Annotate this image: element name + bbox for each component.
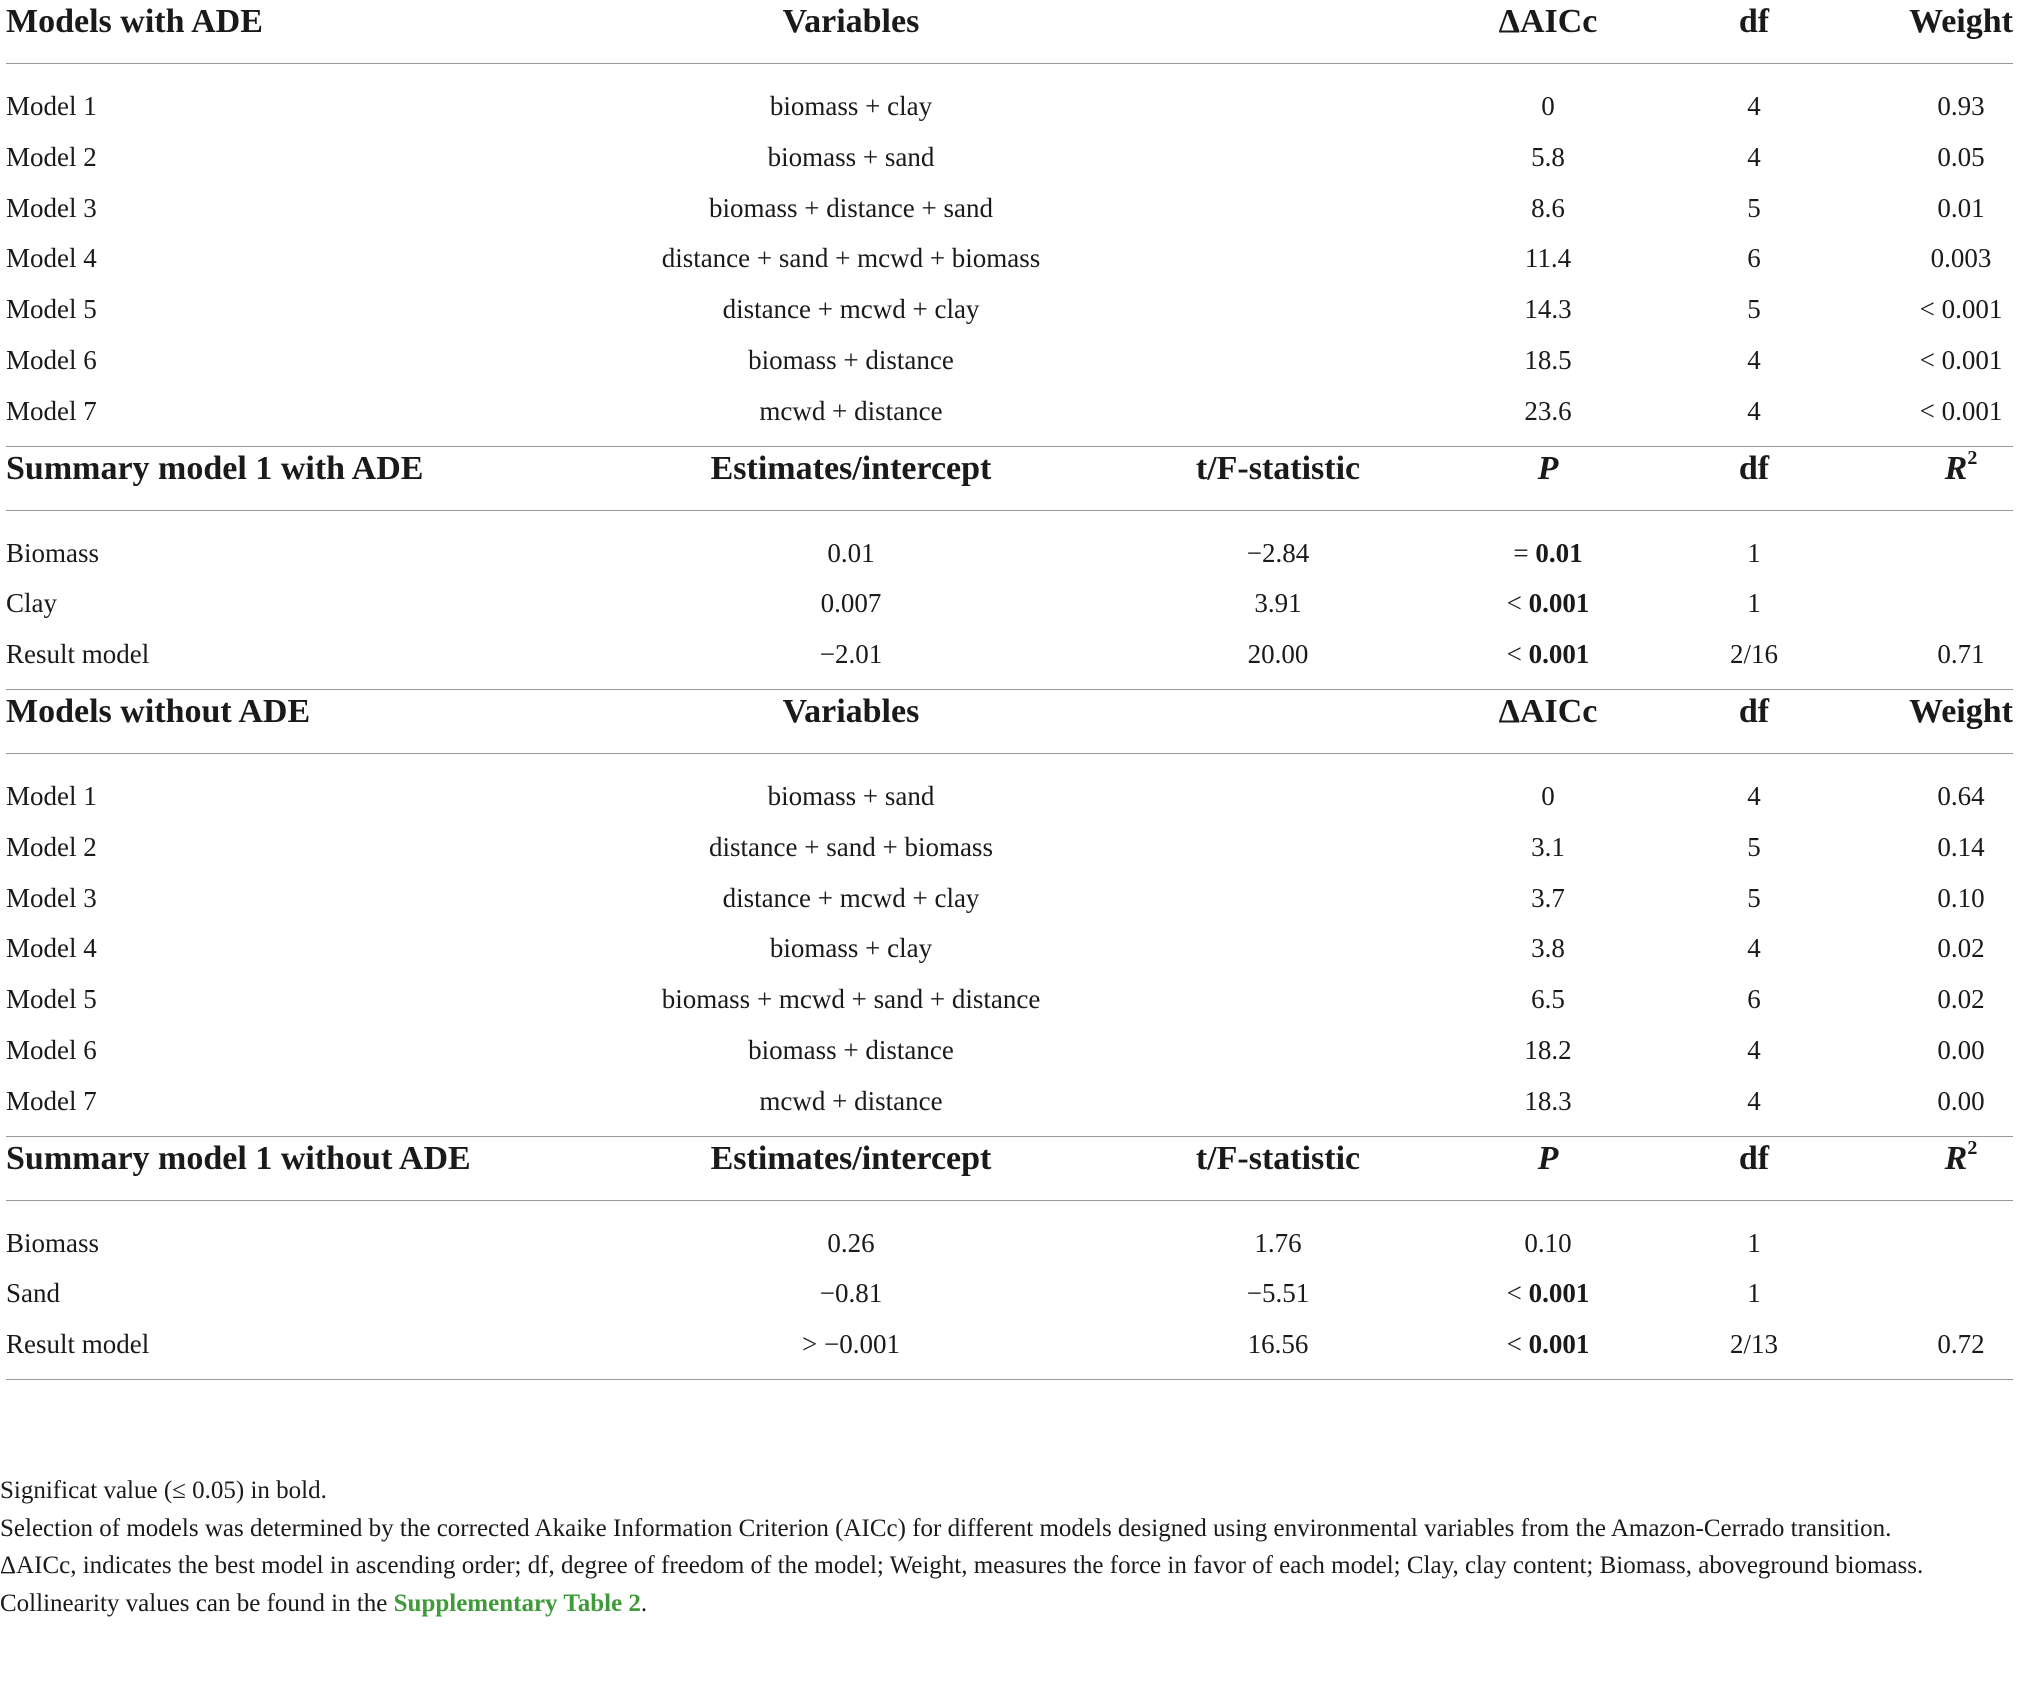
table-row [6, 923, 2013, 974]
p-value: < 0.001 [1506, 1329, 1590, 1360]
model-variables: mcwd + distance [759, 1085, 943, 1116]
delta-aicc-value: 0 [1541, 780, 1555, 811]
table-row [6, 386, 2013, 437]
model-variables: biomass + distance [748, 1034, 954, 1065]
model-name: Model 7 [6, 395, 97, 426]
models-without-ade-rows [6, 754, 2013, 1137]
df-value: 5 [1747, 882, 1761, 913]
model-variables: biomass + sand [767, 780, 935, 811]
df-value: 1 [1747, 537, 1761, 568]
header-models-with-ade: Models with ADE [6, 3, 263, 40]
header-models-without-ade: Models without ADE [6, 692, 311, 730]
p-value: < 0.001 [1506, 588, 1590, 619]
model-name: Model 6 [6, 344, 97, 375]
footnote-significance: Significat value (≤ 0.05) in bold. [0, 1477, 327, 1504]
df-value: 4 [1747, 141, 1761, 172]
df-value: 4 [1747, 344, 1761, 375]
summary-with-ade-section [6, 447, 2013, 690]
statistic-value: −5.51 [1246, 1278, 1310, 1309]
header-variables: Variables [782, 692, 920, 730]
model-name: Model 1 [6, 91, 97, 121]
df-value: 4 [1747, 1085, 1761, 1116]
table-row [6, 974, 2013, 1025]
term-name: Clay [6, 588, 57, 619]
estimate-value: > −0.001 [802, 1329, 900, 1360]
df-value: 2/13 [1729, 1329, 1779, 1360]
header-df: df [1738, 449, 1770, 487]
weight-value: 0.00 [1937, 1034, 1985, 1065]
df-value: 2/16 [1729, 639, 1779, 670]
delta-aicc-value: 3.7 [1531, 882, 1565, 913]
term-name: Sand [6, 1278, 60, 1309]
df-value: 6 [1747, 243, 1761, 274]
header-statistic: t/F-statistic [1195, 449, 1361, 487]
weight-value: 0.01 [1937, 192, 1985, 223]
statistic-value: 16.56 [1247, 1329, 1309, 1360]
model-name: Model 3 [6, 192, 97, 223]
summary-without-ade-rows [6, 1201, 2013, 1380]
p-value: 0.10 [1524, 1227, 1572, 1258]
model-name: Model 1 [6, 780, 97, 811]
table-row [6, 183, 2013, 234]
table-row [6, 233, 2013, 284]
delta-aicc-value: 8.6 [1531, 192, 1565, 223]
delta-aicc-value: 6.5 [1531, 984, 1565, 1015]
weight-value: < 0.001 [1919, 395, 2003, 426]
p-value: < 0.001 [1506, 1278, 1590, 1309]
weight-value: 0.003 [1930, 243, 1992, 274]
header-estimates: Estimates/intercept [710, 449, 992, 487]
delta-aicc-value: 18.3 [1524, 1085, 1572, 1116]
results-table [6, 0, 2013, 1380]
model-name: Model 5 [6, 984, 97, 1015]
model-name: Model 4 [6, 243, 97, 274]
table-row [6, 629, 2013, 680]
model-name: Model 5 [6, 294, 97, 325]
table-row [6, 284, 2013, 335]
df-value: 4 [1747, 91, 1761, 121]
summary-without-ade-header [6, 1137, 2013, 1201]
weight-value: < 0.001 [1919, 294, 2003, 325]
table-row [6, 873, 2013, 924]
term-name: Biomass [6, 1227, 100, 1258]
header-p: P [1537, 449, 1559, 487]
delta-aicc-value: 0 [1541, 91, 1555, 121]
model-variables: mcwd + distance [759, 395, 943, 426]
estimate-value: 0.01 [827, 537, 875, 568]
weight-value: 0.02 [1937, 984, 1985, 1015]
table-row [6, 1268, 2013, 1319]
header-statistic: t/F-statistic [1195, 1139, 1361, 1177]
weight-value: 0.64 [1937, 780, 1985, 811]
header-delta-aicc: ΔAICc [1498, 692, 1598, 730]
model-variables: distance + sand + biomass [709, 831, 993, 862]
estimate-value: −0.81 [819, 1278, 883, 1309]
header-delta-aicc: ΔAICc [1498, 3, 1598, 40]
header-variables: Variables [782, 3, 920, 40]
table-row [6, 528, 2013, 579]
header-summary-with-ade: Summary model 1 with ADE [6, 449, 424, 487]
df-value: 4 [1747, 933, 1761, 964]
weight-value: 0.10 [1937, 882, 1985, 913]
header-r2: $R^2$ [1944, 1137, 1978, 1177]
delta-aicc-value: 3.1 [1531, 831, 1565, 862]
statistic-value: 1.76 [1254, 1227, 1302, 1258]
df-value: 4 [1747, 395, 1761, 426]
df-value: 5 [1747, 192, 1761, 223]
table-row [6, 335, 2013, 386]
r2-value: 0.71 [1937, 639, 1985, 670]
table-row [6, 822, 2013, 873]
statistic-value: 3.91 [1254, 588, 1302, 619]
statistic-value: 20.00 [1247, 639, 1309, 670]
model-variables: distance + sand + mcwd + biomass [661, 243, 1041, 274]
table-row [6, 81, 2013, 132]
df-value: 1 [1747, 1278, 1761, 1309]
models-without-ade-section [6, 690, 2013, 1137]
header-summary-without-ade: Summary model 1 without ADE [6, 1139, 471, 1177]
header-p: P [1537, 1139, 1559, 1177]
models-with-ade-rows [6, 64, 2013, 447]
model-name: Model 6 [6, 1034, 97, 1065]
delta-aicc-value: 18.2 [1524, 1034, 1572, 1065]
term-name: Result model [6, 1329, 150, 1360]
weight-value: 0.00 [1937, 1085, 1985, 1116]
models-without-ade-header [6, 690, 2013, 754]
df-value: 4 [1747, 1034, 1761, 1065]
df-value: 6 [1747, 984, 1761, 1015]
delta-aicc-value: 3.8 [1531, 933, 1565, 964]
weight-value: 0.02 [1937, 933, 1985, 964]
weight-value: 0.14 [1937, 831, 1985, 862]
delta-aicc-value: 18.5 [1524, 344, 1572, 375]
model-name: Model 2 [6, 831, 97, 862]
delta-aicc-value: 5.8 [1531, 141, 1565, 172]
footnote-collinearity: Collinearity values can be found in the Supplementary Table 2. [0, 1589, 648, 1617]
weight-value: 0.93 [1937, 91, 1985, 121]
model-variables: biomass + distance [748, 344, 954, 375]
table-footnotes [0, 1472, 2007, 1622]
estimate-value: 0.007 [820, 588, 882, 619]
p-value: = 0.01 [1513, 537, 1583, 568]
footnote-selection: Selection of models was determined by the corrected Akaike Information Criterion (AICc) for different models designed using environmental variables from the Amazon-Cerrado transition. [0, 1514, 1892, 1542]
model-name: Model 4 [6, 933, 97, 964]
header-df: df [1738, 1139, 1770, 1177]
header-r2: $R^2$ [1944, 447, 1978, 487]
df-value: 5 [1747, 294, 1761, 325]
model-name: Model 3 [6, 882, 97, 913]
table-row [6, 771, 2013, 822]
model-variables: biomass + mcwd + sand + distance [661, 984, 1041, 1015]
table-row [6, 1218, 2013, 1269]
term-name: Biomass [6, 537, 100, 568]
table-row [6, 1076, 2013, 1127]
p-value: < 0.001 [1506, 639, 1590, 670]
table-row [6, 1319, 2013, 1370]
model-name: Model 2 [6, 141, 97, 172]
model-variables: biomass + clay [769, 91, 933, 121]
table-row [6, 132, 2013, 183]
model-variables: distance + mcwd + clay [722, 882, 980, 913]
model-variables: biomass + sand [767, 141, 935, 172]
table-row [6, 1025, 2013, 1076]
model-variables: biomass + distance + sand [709, 192, 993, 223]
r2-value: 0.72 [1937, 1329, 1985, 1360]
summary-with-ade-rows [6, 511, 2013, 690]
header-weight: Weight [1909, 3, 2013, 40]
delta-aicc-value: 23.6 [1524, 395, 1572, 426]
weight-value: < 0.001 [1919, 344, 2003, 375]
model-variables: biomass + clay [769, 933, 933, 964]
summary-with-ade-header [6, 447, 2013, 511]
header-df: df [1738, 3, 1770, 40]
df-value: 1 [1747, 1227, 1761, 1258]
model-variables: distance + mcwd + clay [722, 294, 980, 325]
header-df: df [1738, 692, 1770, 730]
delta-aicc-value: 14.3 [1524, 294, 1572, 325]
estimate-value: 0.26 [827, 1227, 875, 1258]
summary-without-ade-section [6, 1137, 2013, 1380]
df-value: 1 [1747, 588, 1761, 619]
df-value: 5 [1747, 831, 1761, 862]
header-weight: Weight [1909, 692, 2013, 730]
footnote-abbreviations: ΔAICc, indicates the best model in ascending order; df, degree of freedom of the model; Weight, measures the force in favor of each model; Clay, clay content; Biomass, aboveground biomass. [0, 1552, 1924, 1579]
df-value: 4 [1747, 780, 1761, 811]
delta-aicc-value: 11.4 [1524, 243, 1572, 274]
model-name: Model 7 [6, 1085, 97, 1116]
estimate-value: −2.01 [819, 639, 883, 670]
supplementary-table-link[interactable]: Supplementary Table 2 [393, 1589, 641, 1617]
table-row [6, 578, 2013, 629]
weight-value: 0.05 [1937, 141, 1985, 172]
models-with-ade-section [6, 0, 2013, 447]
models-with-ade-header [6, 0, 2013, 64]
header-estimates: Estimates/intercept [710, 1139, 992, 1177]
statistic-value: −2.84 [1246, 537, 1310, 568]
term-name: Result model [6, 639, 150, 670]
